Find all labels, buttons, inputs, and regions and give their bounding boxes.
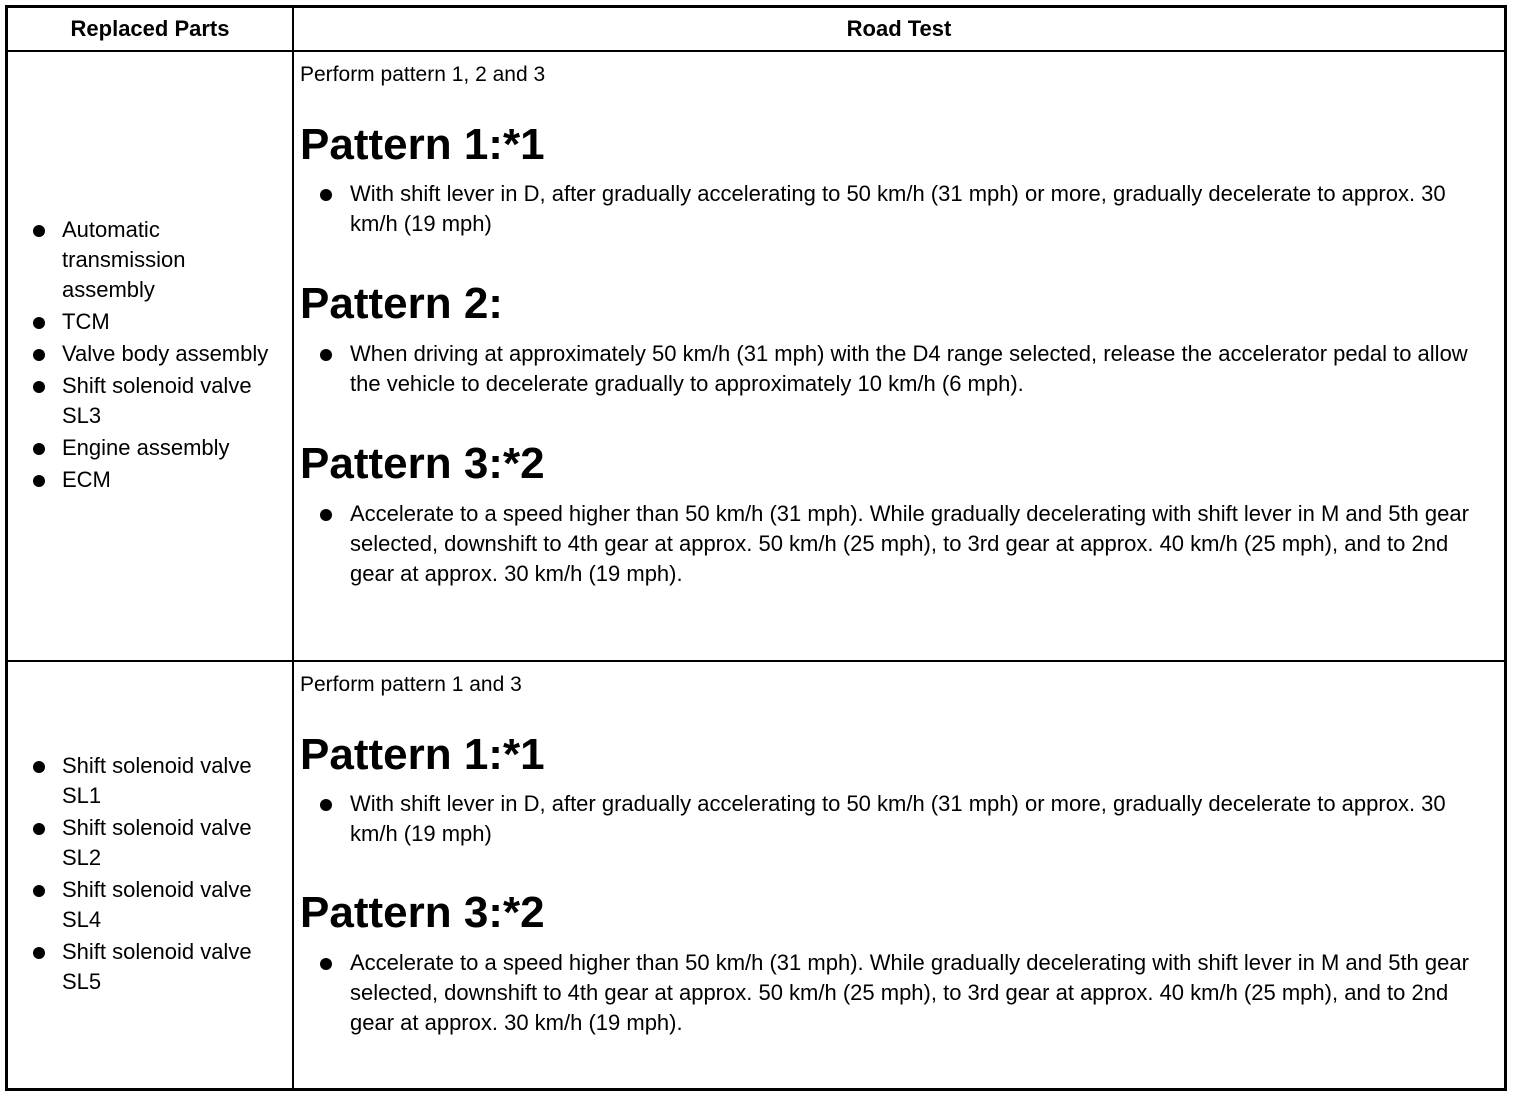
part-item: TCM [30, 307, 292, 337]
road-test-table [5, 5, 1507, 1091]
row-2-road-test-cell [294, 662, 1504, 1088]
part-item: Shift solenoid valve SL1 [30, 751, 292, 811]
pattern-title: Pattern 1:*1 [300, 730, 545, 779]
row-1-road-test-cell [294, 52, 1504, 660]
pattern-instruction: With shift lever in D, after gradually accelerating to 50 km/h (31 mph) or more, gradually decelerate to approx. 30 km/h (19 mph) [300, 179, 1492, 239]
road-test-intro: Perform pattern 1 and 3 [300, 673, 522, 696]
row-2-parts-list [8, 751, 292, 999]
part-item: Shift solenoid valve SL3 [30, 371, 292, 431]
part-item: Shift solenoid valve SL2 [30, 813, 292, 873]
part-item: Shift solenoid valve SL4 [30, 875, 292, 935]
pattern-title: Pattern 3:*2 [300, 439, 545, 488]
pattern-title: Pattern 3:*2 [300, 888, 545, 937]
part-item: Engine assembly [30, 433, 292, 463]
part-item: ECM [30, 465, 292, 495]
row-1-parts-list [8, 215, 292, 497]
part-item: Shift solenoid valve SL5 [30, 937, 292, 997]
pattern-title: Pattern 1:*1 [300, 120, 545, 169]
part-item: Valve body assembly [30, 339, 292, 369]
pattern-instruction: With shift lever in D, after gradually accelerating to 50 km/h (31 mph) or more, gradually decelerate to approx. 30 km/h (19 mph) [300, 789, 1492, 849]
road-test-header: Road Test [846, 16, 952, 41]
pattern-title: Pattern 2: [300, 279, 503, 328]
part-item: Automatic transmission assembly [30, 215, 292, 305]
replaced-parts-header: Replaced Parts [70, 16, 230, 41]
row-2-parts-cell [8, 662, 292, 1088]
road-test-intro: Perform pattern 1, 2 and 3 [300, 63, 546, 86]
pattern-instruction: When driving at approximately 50 km/h (31 mph) with the D4 range selected, release the accelerator pedal to allow the vehicle to decelerate gradually to approximately 10 km/h (6 mph). [300, 339, 1492, 399]
pattern-instruction: Accelerate to a speed higher than 50 km/h (31 mph). While gradually decelerating with shift lever in M and 5th gear selected, downshift to 4th gear at approx. 50 km/h (25 mph), to 3rd gear at approx. 40 km/h (25 mph), and to 2nd gear at approx. 30 km/h (19 mph). [300, 499, 1492, 589]
pattern-instruction: Accelerate to a speed higher than 50 km/h (31 mph). While gradually decelerating with shift lever in M and 5th gear selected, downshift to 4th gear at approx. 50 km/h (25 mph), to 3rd gear at approx. 40 km/h (25 mph), and to 2nd gear at approx. 30 km/h (19 mph). [300, 948, 1492, 1038]
row-1-parts-cell [8, 52, 292, 660]
